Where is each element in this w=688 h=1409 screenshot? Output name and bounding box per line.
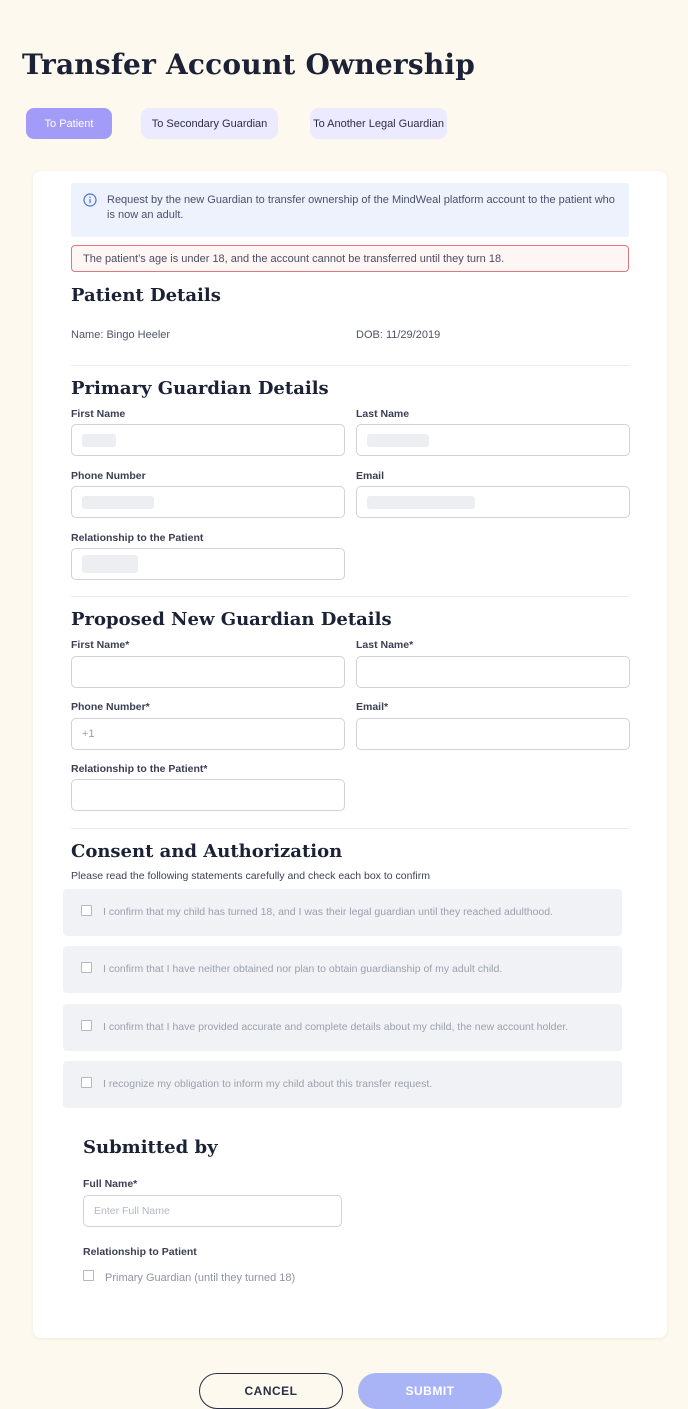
consent-text: I confirm that I have provided accurate and complete details about my child, the new account holder. xyxy=(103,1021,569,1033)
full-name-input[interactable]: Enter Full Name xyxy=(83,1195,342,1227)
consent-text: I confirm that my child has turned 18, and I was their legal guardian until they reached adulthood. xyxy=(103,906,554,918)
submitted-by-title: Submitted by xyxy=(83,1137,218,1158)
primary-first-name-field[interactable] xyxy=(71,424,345,456)
consent-item[interactable] xyxy=(63,1061,622,1108)
tab-to-patient[interactable]: To Patient xyxy=(26,108,112,139)
full-name-label: Full Name* xyxy=(83,1178,138,1190)
consent-title: Consent and Authorization xyxy=(71,841,343,862)
primary-phone-field[interactable] xyxy=(71,486,345,518)
consent-checkbox[interactable] xyxy=(81,905,92,916)
submit-button[interactable]: SUBMIT xyxy=(358,1373,502,1409)
primary-relationship-label: Relationship to the Patient xyxy=(71,532,204,544)
primary-last-name-label: Last Name xyxy=(356,408,410,420)
proposed-relationship-input[interactable] xyxy=(71,779,345,811)
redacted-value xyxy=(82,434,116,447)
proposed-first-name-label: First Name* xyxy=(71,639,130,651)
redacted-value xyxy=(82,555,138,573)
primary-email-field[interactable] xyxy=(356,486,630,518)
proposed-first-name-input[interactable] xyxy=(71,656,345,688)
tab-to-another-legal-guardian[interactable]: To Another Legal Guardian xyxy=(310,108,447,139)
proposed-last-name-label: Last Name* xyxy=(356,639,414,651)
consent-text: I confirm that I have neither obtained nor plan to obtain guardianship of my adult child. xyxy=(103,963,503,975)
primary-phone-label: Phone Number xyxy=(71,470,146,482)
proposed-email-label: Email* xyxy=(356,701,389,713)
primary-guardian-checkbox[interactable] xyxy=(83,1270,94,1281)
proposed-relationship-label: Relationship to the Patient* xyxy=(71,763,208,775)
phone-prefix: +1 xyxy=(82,728,95,740)
consent-text: I recognize my obligation to inform my child about this transfer request. xyxy=(103,1078,433,1090)
redacted-value xyxy=(367,496,475,509)
relationship-to-patient-label: Relationship to Patient xyxy=(83,1246,197,1258)
proposed-phone-label: Phone Number* xyxy=(71,701,150,713)
consent-subtitle: Please read the following statements carefully and check each box to confirm xyxy=(71,870,430,882)
section-divider xyxy=(71,828,629,829)
proposed-phone-input[interactable] xyxy=(71,718,345,750)
primary-guardian-option-label: Primary Guardian (until they turned 18) xyxy=(105,1272,296,1284)
redacted-value xyxy=(82,496,154,509)
info-icon xyxy=(83,193,97,207)
info-text: Request by the new Guardian to transfer ownership of the MindWeal platform account to the patient who is now an adult. xyxy=(107,194,615,221)
consent-item[interactable] xyxy=(63,946,622,993)
primary-first-name-label: First Name xyxy=(71,408,126,420)
primary-guardian-title: Primary Guardian Details xyxy=(71,378,329,399)
section-divider xyxy=(71,596,629,597)
transfer-form-card xyxy=(33,171,667,1338)
primary-last-name-field[interactable] xyxy=(356,424,630,456)
page-title: Transfer Account Ownership xyxy=(22,48,476,81)
cancel-button[interactable]: CANCEL xyxy=(199,1373,343,1409)
consent-checkbox[interactable] xyxy=(81,1020,92,1031)
consent-item[interactable] xyxy=(63,889,622,936)
proposed-last-name-input[interactable] xyxy=(356,656,630,688)
patient-dob: DOB: 11/29/2019 xyxy=(356,329,441,341)
info-banner xyxy=(71,183,629,237)
consent-item[interactable] xyxy=(63,1004,622,1051)
age-error-banner: The patient’s age is under 18, and the account cannot be transferred until they turn 18. xyxy=(71,245,629,272)
tab-to-secondary-guardian[interactable]: To Secondary Guardian xyxy=(141,108,278,139)
patient-name: Name: Bingo Heeler xyxy=(71,329,171,341)
consent-checkbox[interactable] xyxy=(81,1077,92,1088)
section-divider xyxy=(71,365,629,366)
proposed-guardian-title: Proposed New Guardian Details xyxy=(71,609,392,630)
primary-email-label: Email xyxy=(356,470,385,482)
consent-checkbox[interactable] xyxy=(81,962,92,973)
proposed-email-input[interactable] xyxy=(356,718,630,750)
patient-details-title: Patient Details xyxy=(71,285,221,306)
redacted-value xyxy=(367,434,429,447)
primary-relationship-field[interactable] xyxy=(71,548,345,580)
